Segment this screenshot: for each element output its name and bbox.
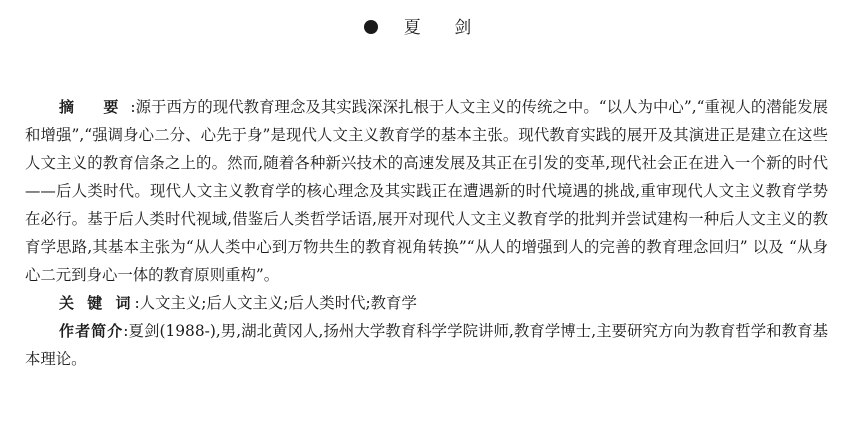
author-bio-paragraph — [25, 317, 828, 373]
keywords-separator: : — [134, 294, 140, 312]
keywords-text: 人文主义;后人文主义;后人类时代;教育学 — [139, 294, 417, 312]
abstract-separator: : — [130, 98, 136, 116]
author-bio-label: 作者简介 — [59, 322, 124, 340]
abstract-block — [25, 93, 828, 373]
author-name: 夏 剑 — [403, 18, 486, 38]
author-heading — [0, 14, 849, 42]
abstract-text: 源于西方的现代教育理念及其实践深深扎根于人文主义的传统之中。“以人为中心”,“重视人的潜能发展和增强”,“强调身心二分、心先于身”是现代人文主义教育学的基本主张。现代教育实践的展开及其演进正是建立在这些人文主义的教育信条之上的。然而,随着各种新兴技术的高速发展及其正在引发的变革,现代社会正在进入一个新的时代——后人类时代。现代人文主义教育学的核心理念及其实践正在遭遇新的时代境遇的挑战,重审现代人文主义教育学势在必行。基于后人类时代视域,借鉴后人类哲学话语,展开对现代人文主义教育学的批判并尝试建构一种后人文主义的教育学思路,其基本主张为“从人类中心到万物共生的教育视角转换”“从人的增强到人的完善的教育理念回归” 以及 “从身心二元到身心一体的教育原则重构”。 — [25, 98, 828, 284]
keywords-paragraph — [25, 289, 828, 317]
author-bio-text: 夏剑(1988-),男,湖北黄冈人,扬州大学教育科学学院讲师,教育学博士,主要研究方向为教育哲学和教育基本理论。 — [25, 322, 828, 368]
abstract-label: 摘 要 — [59, 98, 131, 116]
author-bio-separator: : — [123, 322, 129, 340]
abstract-paragraph — [25, 93, 828, 289]
keywords-label: 关 键 词 — [59, 294, 135, 312]
bullet-dot-icon — [364, 20, 378, 34]
